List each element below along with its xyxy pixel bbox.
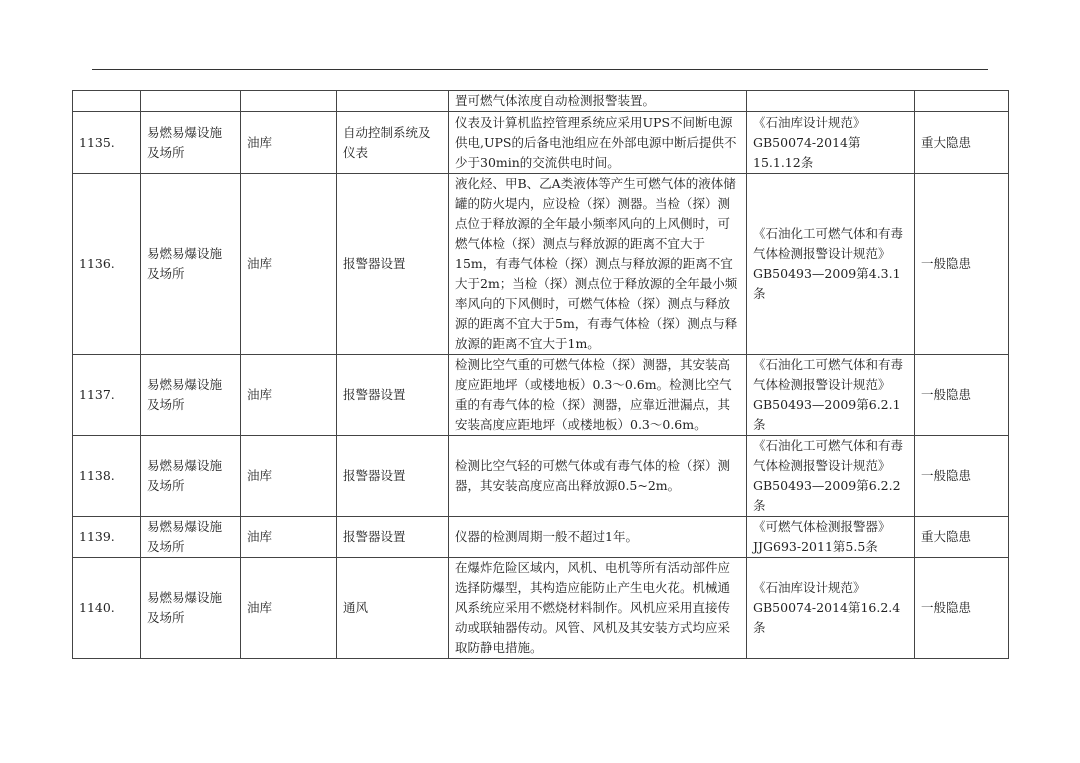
- check-item: 报警器设置: [337, 517, 449, 558]
- hazard-level: 一般隐患: [915, 558, 1009, 659]
- check-item: 报警器设置: [337, 355, 449, 436]
- check-item: 自动控制系统及仪表: [337, 112, 449, 174]
- row-number: 1138.: [73, 436, 141, 517]
- basis: 《石油库设计规范》GB50074-2014第16.2.4条: [747, 558, 915, 659]
- row-number: 1139.: [73, 517, 141, 558]
- requirement: 在爆炸危险区域内，风机、电机等所有活动部件应选择防爆型，其构造应能防止产生电火花。机械通风系统应采用不燃烧材料制作。风机应采用直接传动或联轴器传动。风管、风机及其安装方式均应采取防静电措施。: [449, 558, 747, 659]
- hazard-level: 重大隐患: [915, 517, 1009, 558]
- row-number: 1136.: [73, 174, 141, 355]
- requirement: 仪器的检测周期一般不超过1年。: [449, 517, 747, 558]
- table-row: [73, 558, 1009, 659]
- place: 油库: [241, 174, 337, 355]
- place: 油库: [241, 436, 337, 517]
- table-row: [73, 112, 1009, 174]
- place: 油库: [241, 558, 337, 659]
- table-row: [73, 436, 1009, 517]
- row-number: 1137.: [73, 355, 141, 436]
- facility-category: [141, 91, 241, 112]
- check-item: 通风: [337, 558, 449, 659]
- requirement: 检测比空气轻的可燃气体或有毒气体的检（探）测器，其安装高度应高出释放源0.5~2m。: [449, 436, 747, 517]
- check-item: 报警器设置: [337, 174, 449, 355]
- row-number: 1135.: [73, 112, 141, 174]
- hazard-level: 重大隐患: [915, 112, 1009, 174]
- place: 油库: [241, 112, 337, 174]
- hazard-level: [915, 91, 1009, 112]
- hazard-standards-table: [72, 90, 1009, 659]
- requirement: 检测比空气重的可燃气体检（探）测器，其安装高度应距地坪（或楼地板）0.3～0.6m。检测比空气重的有毒气体的检（探）测器，应靠近泄漏点，其安装高度应距地坪（或楼地板）0.3～0.6m。: [449, 355, 747, 436]
- place: 油库: [241, 355, 337, 436]
- basis: 《石油化工可燃气体和有毒气体检测报警设计规范》GB50493—2009第4.3.1条: [747, 174, 915, 355]
- basis: 《石油化工可燃气体和有毒气体检测报警设计规范》GB50493—2009第6.2.1条: [747, 355, 915, 436]
- facility-category: 易燃易爆设施及场所: [141, 355, 241, 436]
- check-item: [337, 91, 449, 112]
- requirement: 液化烃、甲B、乙A类液体等产生可燃气体的液体储罐的防火堤内，应设检（探）测器。当检（探）测点位于释放源的全年最小频率风向的上风侧时，可燃气体检（探）测点与释放源的距离不宜大于15m，有毒气体检（探）测点与释放源的距离不宜大于2m；当检（探）测点位于释放源的全年最小频率风向的下风侧时，可燃气体检（探）测点与释放源的距离不宜大于5m，有毒气体检（探）测点与释放源的距离不宜大于1m。: [449, 174, 747, 355]
- facility-category: 易燃易爆设施及场所: [141, 517, 241, 558]
- facility-category: 易燃易爆设施及场所: [141, 558, 241, 659]
- basis: [747, 91, 915, 112]
- row-number: 1140.: [73, 558, 141, 659]
- table-row: [73, 91, 1009, 112]
- facility-category: 易燃易爆设施及场所: [141, 174, 241, 355]
- basis: 《石油化工可燃气体和有毒气体检测报警设计规范》GB50493—2009第6.2.2条: [747, 436, 915, 517]
- basis: 《可燃气体检测报警器》JJG693-2011第5.5条: [747, 517, 915, 558]
- requirement: 置可燃气体浓度自动检测报警装置。: [449, 91, 747, 112]
- hazard-level: 一般隐患: [915, 436, 1009, 517]
- facility-category: 易燃易爆设施及场所: [141, 436, 241, 517]
- place: [241, 91, 337, 112]
- table-row: [73, 517, 1009, 558]
- check-item: 报警器设置: [337, 436, 449, 517]
- basis: 《石油库设计规范》GB50074-2014第15.1.12条: [747, 112, 915, 174]
- row-number: [73, 91, 141, 112]
- table-row: [73, 355, 1009, 436]
- header-rule: [92, 69, 988, 70]
- hazard-level: 一般隐患: [915, 174, 1009, 355]
- facility-category: 易燃易爆设施及场所: [141, 112, 241, 174]
- requirement: 仪表及计算机监控管理系统应采用UPS不间断电源供电,UPS的后备电池组应在外部电源中断后提供不少于30min的交流供电时间。: [449, 112, 747, 174]
- hazard-level: 一般隐患: [915, 355, 1009, 436]
- table-row: [73, 174, 1009, 355]
- place: 油库: [241, 517, 337, 558]
